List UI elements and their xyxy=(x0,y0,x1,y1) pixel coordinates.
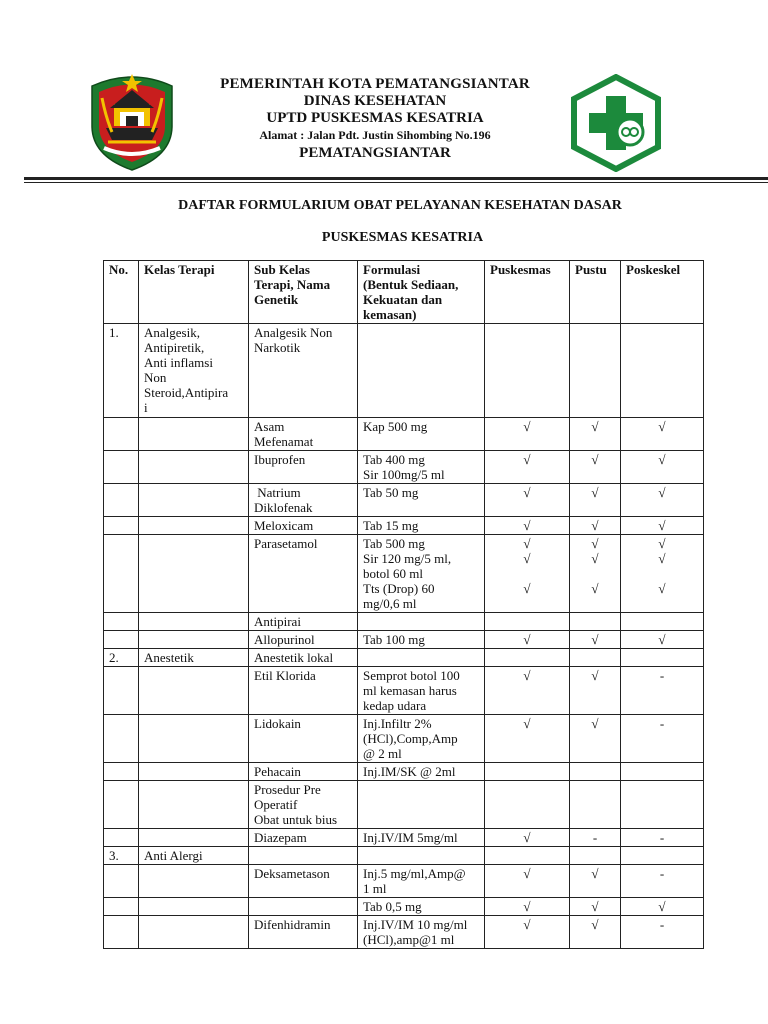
letterhead-unit: UPTD PUSKESMAS KESATRIA xyxy=(266,110,484,126)
table-row: Allopurinol Tab 100 mg √ √ √ xyxy=(104,631,704,649)
table-row: Parasetamol Tab 500 mg Sir 120 mg/5 ml, botol 60 ml Tts (Drop) 60 mg/0,6 ml √ √ √ √ √ √ √ √ √ xyxy=(104,535,704,613)
table-row: 3. Anti Alergi xyxy=(104,847,704,865)
header-formulasi: Formulasi (Bentuk Sediaan, Kekuatan dan kemasan) xyxy=(358,261,485,324)
formulary-table xyxy=(103,260,704,949)
table-row: Diazepam Inj.IV/IM 5mg/ml √ - - xyxy=(104,829,704,847)
table-row: 1. Analgesik, Antipiretik, Anti inflamsi Non Steroid,Antipira i Analgesik Non Narkotik xyxy=(104,324,704,418)
table-row: Ibuprofen Tab 400 mg Sir 100mg/5 ml √ √ √ xyxy=(104,451,704,484)
document-subtitle: PUSKESMAS KESATRIA xyxy=(321,230,484,245)
document-title: DAFTAR FORMULARIUM OBAT PELAYANAN KESEHATAN DASAR xyxy=(178,198,622,213)
table-row: 2. Anestetik Anestetik lokal xyxy=(104,649,704,667)
letterhead-rule-thick xyxy=(24,177,768,180)
table-row: Etil Klorida Semprot botol 100 ml kemasan harus kedap udara √ √ - xyxy=(104,667,704,715)
table-row: Tab 0,5 mg √ √ √ xyxy=(104,898,704,916)
header-no: No. xyxy=(104,261,139,324)
table-row: Lidokain Inj.Infiltr 2% (HCl),Comp,Amp @ 2 ml √ √ - xyxy=(104,715,704,763)
table-row: Deksametason Inj.5 mg/ml,Amp@ 1 ml √ √ - xyxy=(104,865,704,898)
table-row: Antipirai xyxy=(104,613,704,631)
table-row: Asam Mefenamat Kap 500 mg √ √ √ xyxy=(104,418,704,451)
table-row: Difenhidramin Inj.IV/IM 10 mg/ml (HCl),amp@1 ml √ √ - xyxy=(104,916,704,949)
table-row: Pehacain Inj.IM/SK @ 2ml xyxy=(104,763,704,781)
table-row: Meloxicam Tab 15 mg √ √ √ xyxy=(104,517,704,535)
header-poskeskel: Poskeskel xyxy=(621,261,704,324)
letterhead-text xyxy=(190,76,560,162)
letterhead-government: PEMERINTAH KOTA PEMATANGSIANTAR xyxy=(220,76,530,92)
header-pustu: Pustu xyxy=(570,261,621,324)
table-header-row xyxy=(104,261,704,324)
letterhead-city: PEMATANGSIANTAR xyxy=(299,145,451,161)
header-kelas-terapi: Kelas Terapi xyxy=(139,261,249,324)
header-puskesmas: Puskesmas xyxy=(485,261,570,324)
letterhead-address: Alamat : Jalan Pdt. Justin Sihombing No.196 xyxy=(259,128,491,142)
city-crest-icon xyxy=(86,68,178,172)
health-cross-icon xyxy=(570,74,662,172)
table-row: Natrium Diklofenak Tab 50 mg √ √ √ xyxy=(104,484,704,517)
letterhead xyxy=(0,0,768,190)
letterhead-rule-thin xyxy=(24,182,768,183)
header-sub-kelas: Sub Kelas Terapi, Nama Genetik xyxy=(249,261,358,324)
table-row: Prosedur Pre Operatif Obat untuk bius xyxy=(104,781,704,829)
letterhead-department: DINAS KESEHATAN xyxy=(303,93,447,109)
